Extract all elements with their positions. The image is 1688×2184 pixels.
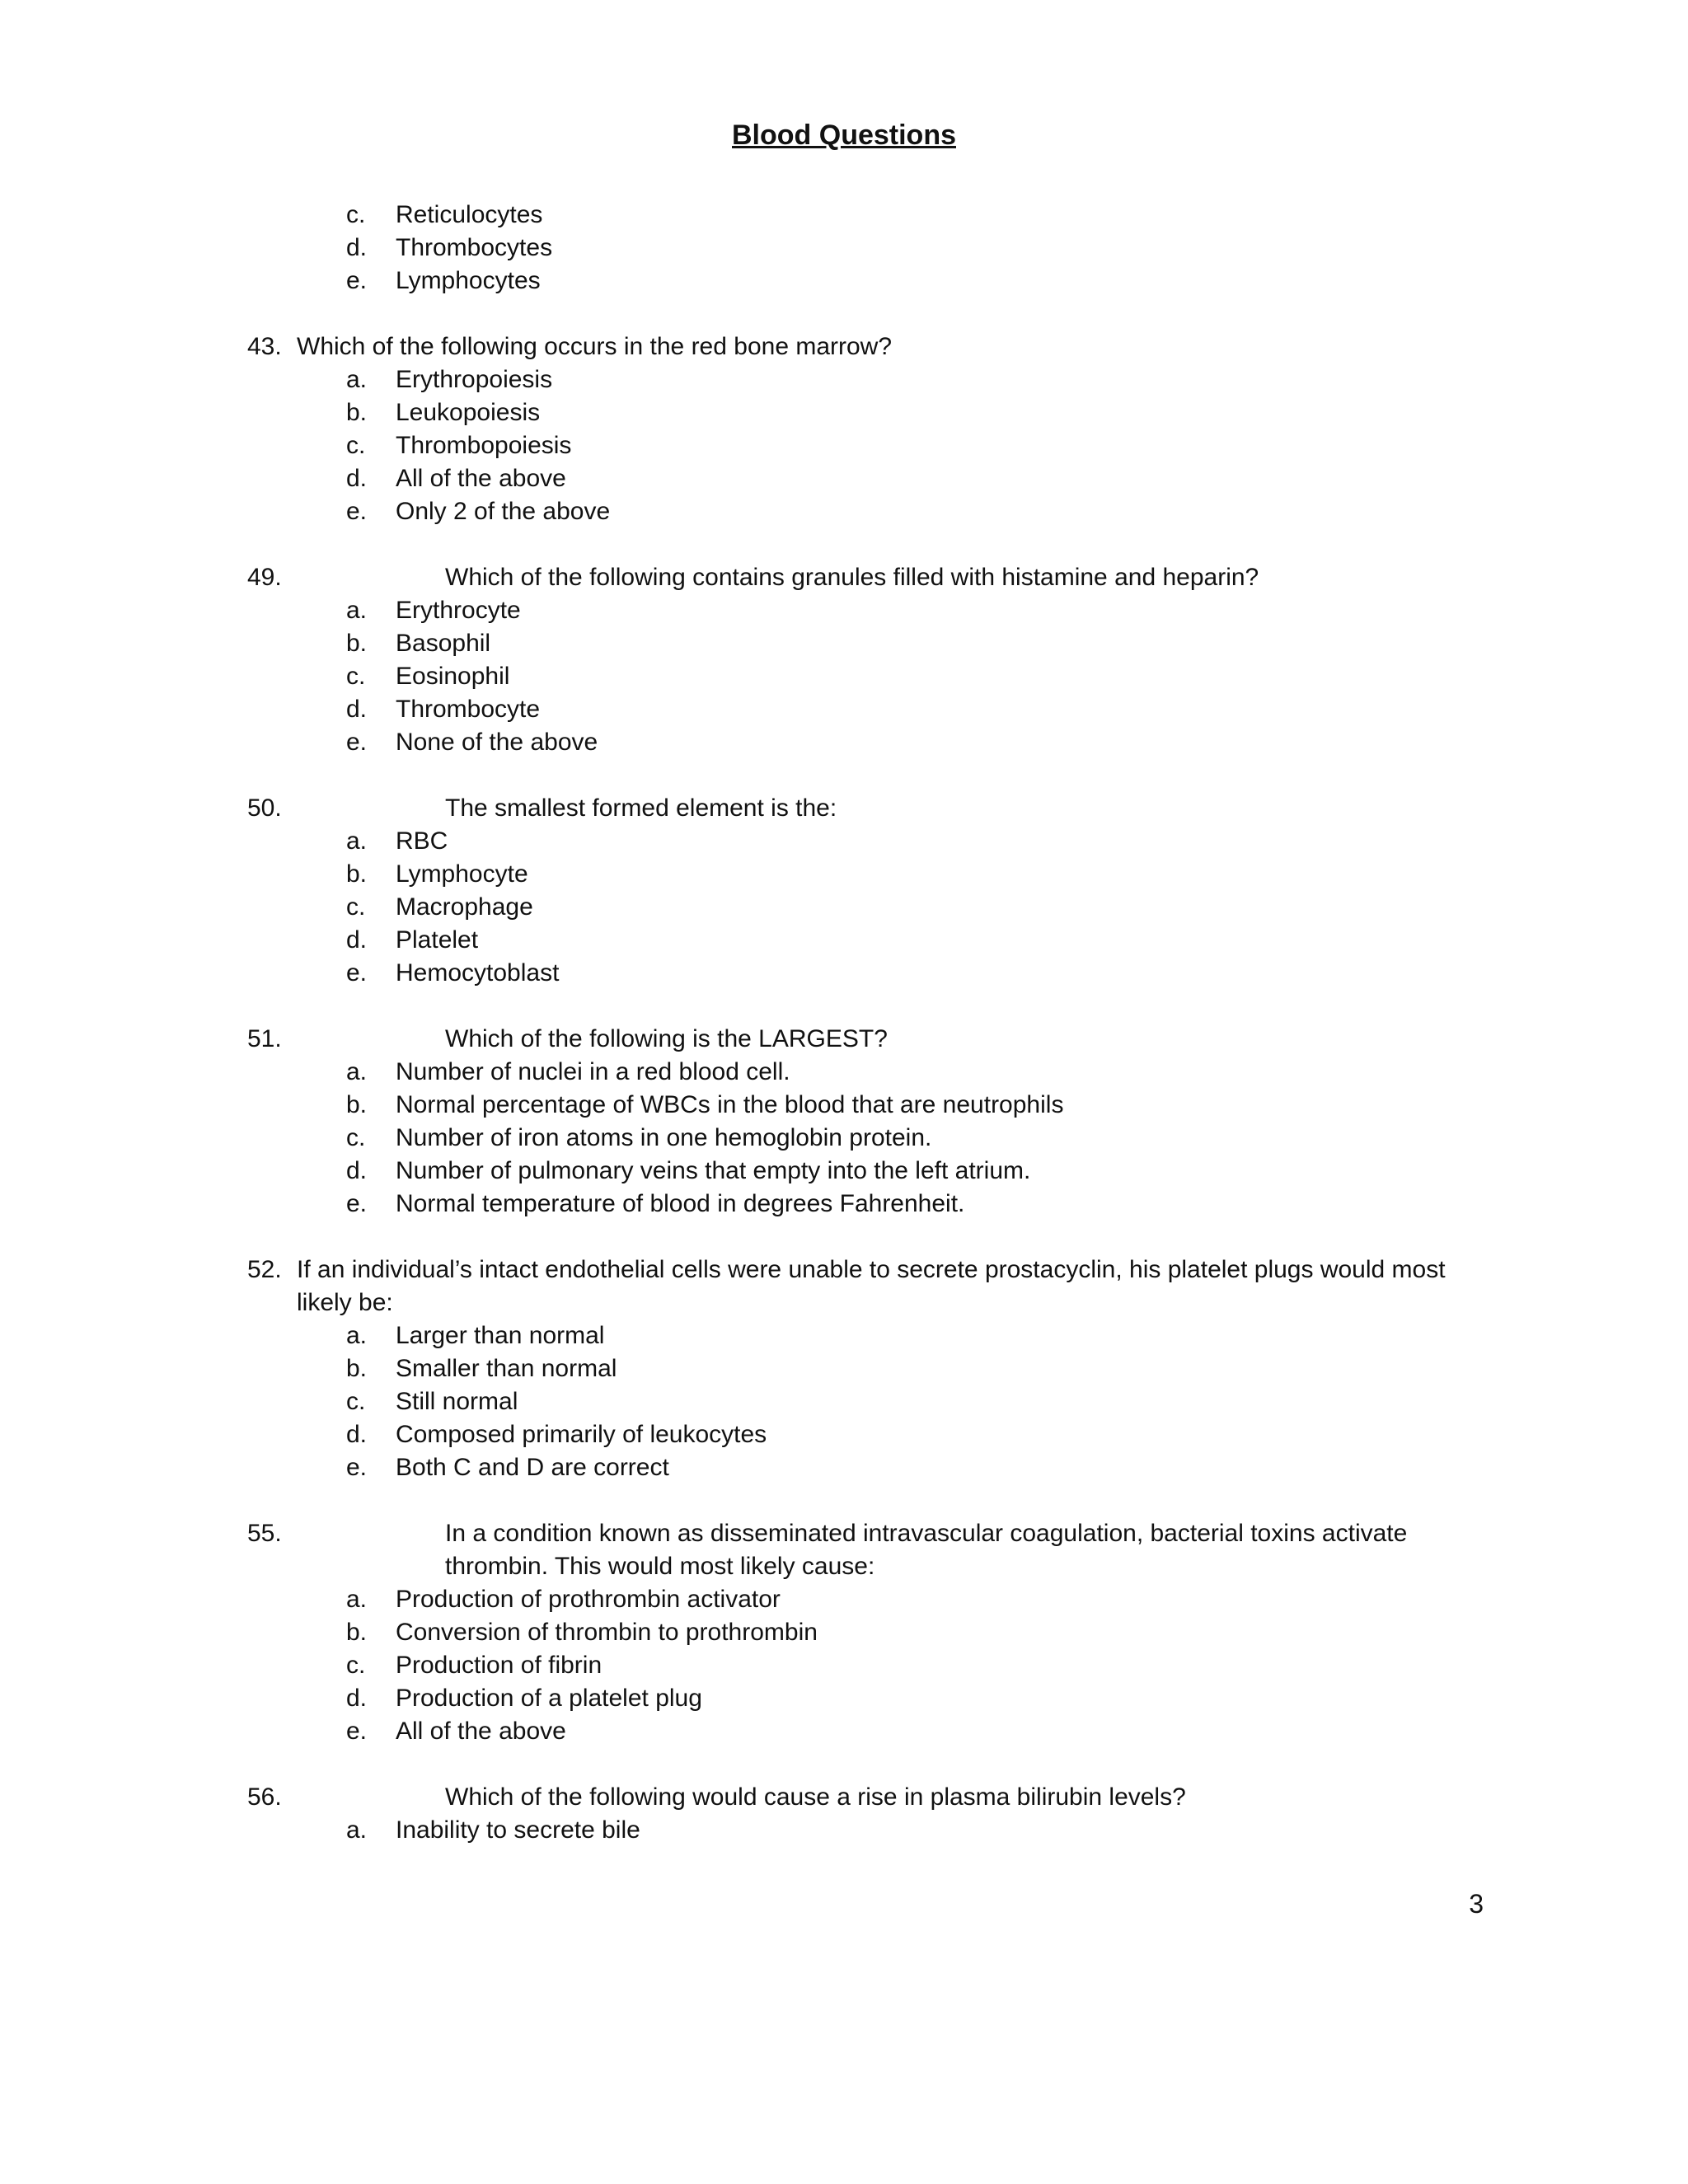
question-header (247, 1023, 1484, 1056)
question-continued (247, 199, 1484, 298)
question-list (247, 199, 1484, 1880)
option-letter: b. (346, 860, 368, 888)
option-letter: e. (346, 498, 368, 525)
question-text: Which of the following would cause a rise in plasma bilirubin levels? (445, 1783, 1186, 1811)
option-e (247, 1451, 1484, 1484)
question-text: The smallest formed element is the: (445, 794, 837, 822)
option-text: Larger than normal (396, 1322, 605, 1349)
option-text: Thrombocytes (396, 234, 553, 261)
option-letter: e. (346, 1718, 368, 1745)
option-list (247, 825, 1484, 990)
option-list (247, 1319, 1484, 1484)
option-letter: a. (346, 1816, 368, 1844)
option-list (247, 199, 1484, 298)
option-letter: b. (346, 399, 368, 426)
option-c (247, 1385, 1484, 1418)
option-a (247, 594, 1484, 627)
option-letter: a. (346, 1586, 368, 1613)
option-list (247, 363, 1484, 528)
option-e (247, 726, 1484, 759)
question-52 (247, 1254, 1484, 1484)
option-letter: c. (346, 432, 366, 459)
option-letter: b. (346, 630, 368, 657)
option-b (247, 1352, 1484, 1385)
option-list (247, 1583, 1484, 1748)
option-b (247, 1089, 1484, 1122)
option-letter: b. (346, 1355, 368, 1382)
option-a (247, 1319, 1484, 1352)
question-number: 52. (247, 1256, 282, 1283)
option-a (247, 1583, 1484, 1616)
option-letter: e. (346, 1454, 368, 1481)
question-header (247, 561, 1484, 594)
option-text: Production of fibrin (396, 1652, 603, 1679)
option-letter: c. (346, 201, 366, 228)
question-number: 56. (247, 1783, 282, 1811)
option-text: Leukopoiesis (396, 399, 541, 426)
option-letter: e. (346, 729, 368, 756)
option-text: Composed primarily of leukocytes (396, 1421, 767, 1448)
option-e (247, 957, 1484, 990)
option-a (247, 1056, 1484, 1089)
question-header (247, 792, 1484, 825)
question-text: Which of the following occurs in the red bone marrow? (297, 333, 893, 360)
option-text: Reticulocytes (396, 201, 543, 228)
option-list (247, 594, 1484, 759)
option-text: All of the above (396, 1718, 566, 1745)
page-number: 3 (1469, 1889, 1484, 1919)
option-text: Both C and D are correct (396, 1454, 669, 1481)
option-letter: e. (346, 267, 368, 294)
question-56 (247, 1781, 1484, 1847)
option-letter: c. (346, 663, 366, 690)
option-letter: e. (346, 959, 368, 987)
option-b (247, 1616, 1484, 1649)
option-b (247, 396, 1484, 429)
question-text: If an individual’s intact endothelial cells were unable to secrete prostacyclin, his platelet plugs would most likely be: (297, 1256, 1446, 1316)
option-letter: a. (346, 1058, 368, 1085)
option-text: Lymphocytes (396, 267, 541, 294)
option-e (247, 1715, 1484, 1748)
option-text: Platelet (396, 926, 479, 954)
option-d (247, 1418, 1484, 1451)
option-d (247, 1155, 1484, 1188)
option-text: Inability to secrete bile (396, 1816, 640, 1844)
question-number: 51. (247, 1025, 282, 1052)
option-d (247, 693, 1484, 726)
option-text: All of the above (396, 465, 566, 492)
question-header (247, 330, 1484, 363)
page-title: Blood Questions (732, 120, 956, 151)
option-letter: d. (346, 1685, 368, 1712)
option-letter: b. (346, 1091, 368, 1118)
option-letter: d. (346, 234, 368, 261)
option-e (247, 265, 1484, 298)
option-c (247, 660, 1484, 693)
option-letter: c. (346, 1652, 366, 1679)
option-letter: a. (346, 597, 368, 624)
option-letter: b. (346, 1619, 368, 1646)
question-number: 55. (247, 1520, 282, 1547)
option-letter: d. (346, 926, 368, 954)
question-text: Which of the following is the LARGEST? (445, 1025, 888, 1052)
question-header (247, 1781, 1484, 1814)
question-number: 49. (247, 564, 282, 591)
option-d (247, 462, 1484, 495)
option-text: Basophil (396, 630, 491, 657)
option-text: Only 2 of the above (396, 498, 611, 525)
option-text: Number of nuclei in a red blood cell. (396, 1058, 790, 1085)
option-letter: e. (346, 1190, 368, 1217)
option-c (247, 429, 1484, 462)
question-header (247, 1517, 1484, 1583)
option-letter: c. (346, 893, 366, 921)
option-letter: c. (346, 1124, 366, 1151)
option-b (247, 627, 1484, 660)
option-text: Hemocytoblast (396, 959, 560, 987)
question-51 (247, 1023, 1484, 1221)
option-text: Still normal (396, 1388, 518, 1415)
option-b (247, 858, 1484, 891)
question-number: 50. (247, 794, 282, 822)
option-a (247, 825, 1484, 858)
question-text: Which of the following contains granules filled with histamine and heparin? (445, 564, 1259, 591)
option-d (247, 924, 1484, 957)
option-letter: c. (346, 1388, 366, 1415)
option-a (247, 1814, 1484, 1847)
option-c (247, 1122, 1484, 1155)
option-letter: d. (346, 465, 368, 492)
option-text: Eosinophil (396, 663, 510, 690)
option-text: None of the above (396, 729, 598, 756)
option-list (247, 1814, 1484, 1847)
question-header (247, 1254, 1484, 1319)
option-text: Thrombocyte (396, 696, 541, 723)
option-letter: d. (346, 696, 368, 723)
option-d (247, 232, 1484, 265)
option-letter: a. (346, 1322, 368, 1349)
option-text: Production of prothrombin activator (396, 1586, 781, 1613)
option-e (247, 1188, 1484, 1221)
option-text: Conversion of thrombin to prothrombin (396, 1619, 818, 1646)
option-c (247, 1649, 1484, 1682)
option-text: Erythropoiesis (396, 366, 553, 393)
option-text: Erythrocyte (396, 597, 521, 624)
question-text: In a condition known as disseminated intravascular coagulation, bacterial toxins activate thrombin. This would most likely cause: (445, 1520, 1408, 1580)
question-number: 43. (247, 333, 282, 360)
option-text: Lymphocyte (396, 860, 528, 888)
option-letter: a. (346, 827, 368, 855)
option-text: Normal temperature of blood in degrees Fahrenheit. (396, 1190, 965, 1217)
option-letter: d. (346, 1157, 368, 1184)
option-d (247, 1682, 1484, 1715)
option-text: Normal percentage of WBCs in the blood that are neutrophils (396, 1091, 1064, 1118)
option-letter: a. (346, 366, 368, 393)
option-text: Number of iron atoms in one hemoglobin protein. (396, 1124, 932, 1151)
option-text: Production of a platelet plug (396, 1685, 702, 1712)
option-letter: d. (346, 1421, 368, 1448)
question-55 (247, 1517, 1484, 1748)
option-c (247, 199, 1484, 232)
question-49 (247, 561, 1484, 759)
question-50 (247, 792, 1484, 990)
option-list (247, 1056, 1484, 1221)
option-text: Macrophage (396, 893, 533, 921)
option-text: Smaller than normal (396, 1355, 617, 1382)
option-e (247, 495, 1484, 528)
option-a (247, 363, 1484, 396)
option-text: RBC (396, 827, 448, 855)
option-text: Thrombopoiesis (396, 432, 572, 459)
option-text: Number of pulmonary veins that empty into the left atrium. (396, 1157, 1031, 1184)
option-c (247, 891, 1484, 924)
question-43 (247, 330, 1484, 528)
